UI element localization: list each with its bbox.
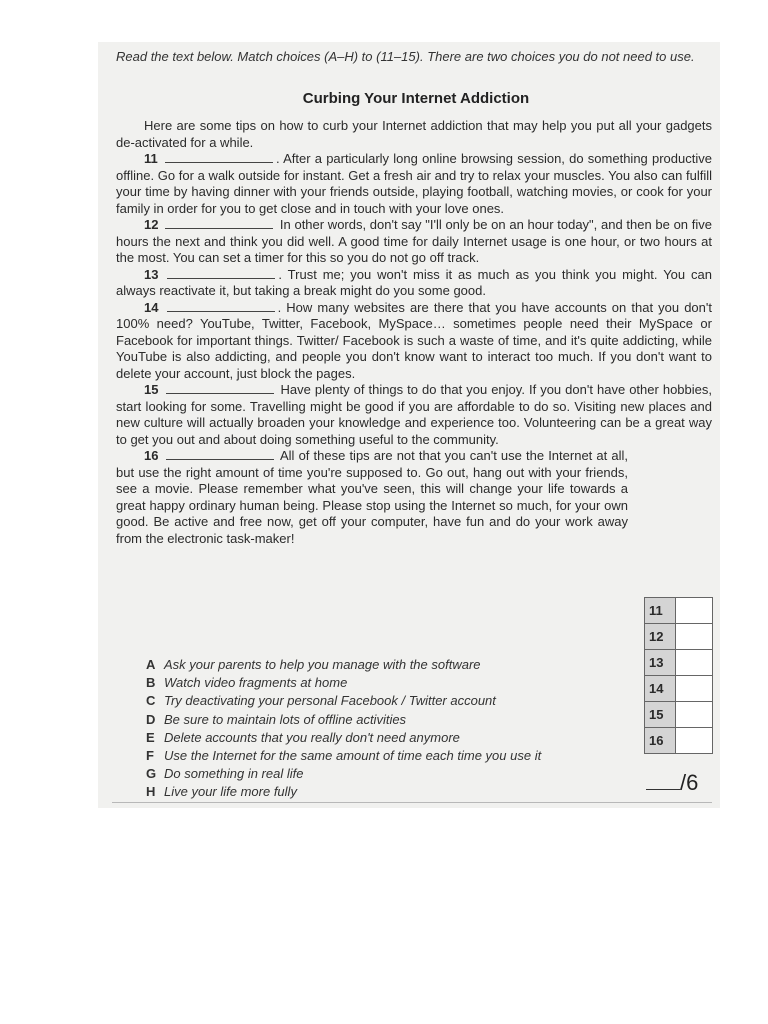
choice-letter: B [146, 675, 156, 691]
choice-letter: E [146, 729, 155, 745]
score-line [646, 775, 680, 790]
answer-gap [166, 449, 274, 460]
answer-gap [167, 268, 275, 279]
choice-letter: A [146, 657, 156, 672]
reading-text [116, 104, 712, 547]
gap-paragraph-15 [116, 382, 712, 448]
gap-paragraph-14 [116, 300, 712, 383]
gap-number: 12 [144, 217, 159, 232]
choice-text: Delete accounts that you really don't need anymore [164, 729, 460, 745]
choice-text: Do something in real life [164, 766, 304, 782]
answer-gap [165, 152, 273, 163]
choice-f [146, 747, 626, 765]
choice-letter: C [146, 693, 156, 709]
choice-text: Try deactivating your personal Facebook / Twitter account [164, 693, 496, 709]
answer-number: 15 [645, 702, 676, 728]
choice-h [146, 783, 626, 801]
answer-row [645, 598, 713, 624]
choice-text: Live your life more fully [164, 784, 297, 800]
gap-paragraph-13 [116, 267, 712, 300]
choice-text: Watch video fragments at home [164, 675, 348, 691]
gap-paragraph-text: All of these tips are not that you can't use the Internet at all, but use the right amount of time you're supposed to. Go out, hang out with your friends, see a movie. Please remember what you've seen, this will change your life towards a great happy ordinary human being. Please stop using the Internet so much, for your own good. Be active and free now, get off your computer, have fun and do your work away from the electronic task-maker! [116, 448, 628, 546]
choice-letter: G [146, 766, 157, 782]
gap-number: 16 [144, 448, 159, 463]
answer-row [645, 650, 713, 676]
gap-paragraph-text: In other words, don't say "I'll only be on an hour today", and then be on five hours the next and think you did well. A good time for daily Internet usage is one hour, or two hours at the most. You can set a timer for this so you do not go off track. [116, 217, 712, 265]
gap-paragraph-text: Have plenty of things to do that you enjoy. If you don't have other hobbies, start looking for some. Travelling might be good if you are affordable to do so. Visiting new places and new culture will actually broaden your knowledge and experience too. Volunteering can be a great way to get you out and about doing something useful to the community. [116, 382, 712, 447]
choice-e [146, 729, 626, 747]
answer-gap [166, 383, 274, 394]
answer-number: 16 [645, 728, 676, 754]
gap-number: 13 [144, 266, 159, 282]
answer-gap [165, 218, 273, 229]
gap-paragraph-text: . After a particularly long online browsing session, do something productive offline. Go for a walk outside for instant. Get a fresh air and try to relax your muscles. You also can fulfill your time by having dinner with your friends outside, playing football, watching movies, or cook for your family in order for you to get close and in touch with your love ones. [116, 151, 712, 216]
choice-b [146, 674, 626, 692]
gap-number: 14 [144, 299, 159, 315]
answer-row [645, 728, 713, 754]
answer-row [645, 624, 713, 650]
gap-paragraph-12 [116, 217, 712, 267]
score-box [646, 770, 698, 796]
gap-number: 11 [144, 151, 158, 166]
answer-box[interactable] [676, 676, 713, 702]
task-instructions: Read the text below. Match choices (A–H) to (11–15). There are two choices you do not need to use. [116, 49, 695, 64]
answer-box[interactable] [676, 624, 713, 650]
choice-c [146, 692, 626, 710]
gap-paragraph-text: . Trust me; you won't miss it as much as you think you might. You can always reactivate it, but taking a break might do you some good. [116, 266, 712, 298]
gap-number: 15 [144, 382, 159, 397]
answer-gap [167, 301, 275, 312]
choice-text: Use the Internet for the same amount of time each time you use it [164, 748, 542, 764]
text-title: Curbing Your Internet Addiction [302, 90, 530, 107]
choice-letter: H [146, 784, 156, 800]
answer-box[interactable] [676, 650, 713, 676]
answer-row [645, 702, 713, 728]
intro-paragraph: Here are some tips on how to curb your Internet addiction that may help you put all your gadgets de-activated for a while. [116, 118, 712, 150]
answer-number: 13 [645, 650, 676, 676]
choice-letter: D [146, 711, 156, 727]
score-total: /6 [680, 770, 699, 795]
gap-paragraph-16 [116, 448, 628, 547]
choice-list [146, 656, 626, 802]
choice-text: Ask your parents to help you manage with the software [164, 657, 481, 672]
answer-number: 14 [645, 676, 676, 702]
answer-box[interactable] [676, 728, 713, 754]
choice-letter: F [146, 748, 154, 764]
gap-paragraph-text: . How many websites are there that you have accounts on that you don't 100% need? YouTube, Twitter, Facebook, MySpace… sometimes people need their MySpace or Facebook for important things. Twitter/ Facebook is such a waste of time, and it's quite addicting, while YouTube is also addicting, and people you don't know want to interact too much. If you don't want to delete your account, just block the pages. [116, 299, 712, 381]
answer-box[interactable] [676, 702, 713, 728]
answer-number: 11 [645, 598, 676, 624]
answer-row [645, 676, 713, 702]
choice-g [146, 765, 626, 783]
choice-d [146, 711, 626, 729]
answer-box[interactable] [676, 598, 713, 624]
answer-number: 12 [645, 624, 676, 650]
answer-grid [644, 597, 713, 754]
bottom-rule [112, 802, 712, 803]
gap-paragraph-11 [116, 151, 712, 217]
choice-a [146, 656, 626, 674]
choice-text: Be sure to maintain lots of offline activities [164, 711, 407, 727]
